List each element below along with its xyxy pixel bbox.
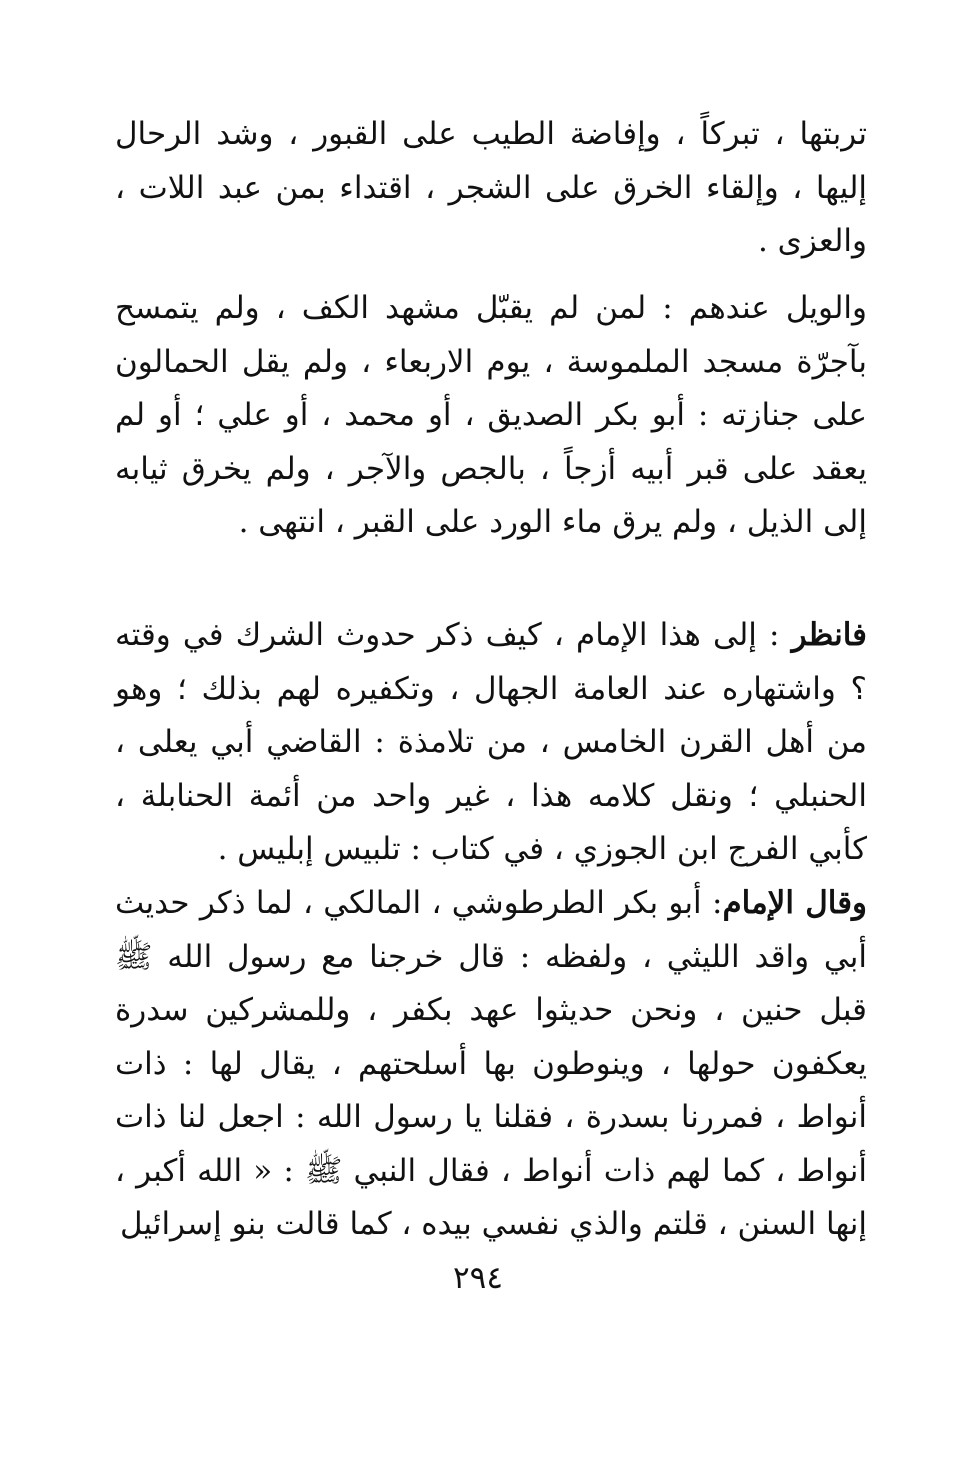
paragraph-3 <box>115 609 867 877</box>
paragraph-4-lead: وقال الإمام <box>722 885 867 921</box>
paragraph-3-text: : إلى هذا الإمام ، كيف ذكر حدوث الشرك في وقته ؟ واشتهاره عند العامة الجهال ، وتكفيره لهم بذلك ؛ وهو من أهل القرن الخامس ، من تلامذة : القاضي أبي يعلى ، الحنبلي ؛ ونقل كلامه هذا ، غير واحد من أئمة الحنابلة ، كأبي الفرج ابن الجوزي ، في كتاب : تلبيس إبليس . <box>115 617 868 867</box>
paragraph-4-text: : أبو بكر الطرطوشي ، المالكي ، لما ذكر حديث أبي واقد الليثي ، ولفظه : قال خرجنا مع رسول الله ﷺ قبل حنين ، ونحن حديثوا عهد بكفر ، وللمشركين سدرة يعكفون حولها ، وينوطون بها أسلحتهم ، يقال لها : ذات أنواط ، فمررنا بسدرة ، فقلنا يا رسول الله : اجعل لنا ذات أنواط ، كما لهم ذات أنواط ، فقال النبي ﷺ : « الله أكبر ، إنها السنن ، قلتم والذي نفسي بيده ، كما قالت بنو إسرائيل <box>115 885 867 1242</box>
paragraph-3-lead: فانظر <box>791 617 867 653</box>
paragraph-2 <box>115 282 867 550</box>
paragraph-1 <box>115 108 867 269</box>
paragraph-1-text: تربتها ، تبركاً ، وإفاضة الطيب على القبور ، وشد الرحال إليها ، وإلقاء الخرق على الشجر ، اقتداء بمن عبد اللات ، والعزى . <box>115 116 867 259</box>
paragraph-2-text: والويل عندهم : لمن لم يقبّل مشهد الكف ، ولم يتمسح بآجرّة مسجد الملموسة ، يوم الاربعاء ، ولم يقل الحمالون على جنازته : أبو بكر الصديق ، أو محمد ، أو علي ؛ أو لم يعقد على قبر أبيه أزجاً ، بالجص والآجر ، ولم يخرق ثيابه إلى الذيل ، ولم يرق ماء الورد على القبر ، انتهى . <box>115 290 867 540</box>
page-number: ٢٩٤ <box>453 1260 503 1296</box>
paragraph-4 <box>115 877 867 1252</box>
